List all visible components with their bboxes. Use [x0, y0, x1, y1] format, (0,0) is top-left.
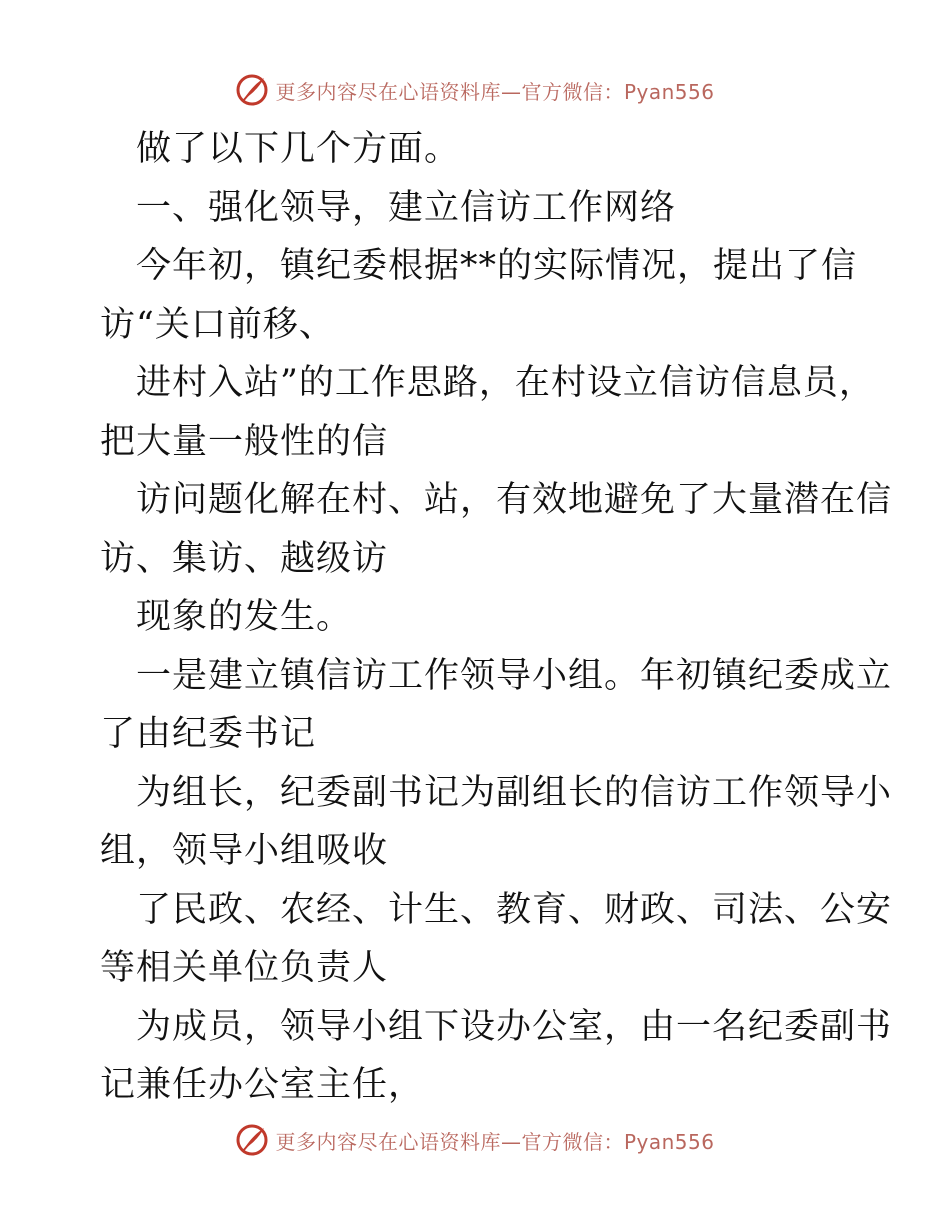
- paragraph-line: 一是建立镇信访工作领导小组。年初镇纪委成立: [136, 655, 893, 696]
- paragraph-line: 等相关单位负责人: [100, 948, 389, 988]
- paragraph-line: 为成员，领导小组下设办公室，由一名纪委副书: [136, 1006, 893, 1047]
- paragraph-line: 进村入站”的工作思路，在村设立信访信息员，: [136, 363, 875, 403]
- banner-wechat-text: 官方微信：Pyan556: [521, 79, 715, 104]
- paragraph-line: 组，领导小组吸收: [100, 831, 389, 871]
- paragraph-line: 今年初，镇纪委根据**的实际情况，提出了信: [136, 246, 858, 286]
- paragraph-line: 访、集访、越级访: [100, 538, 389, 579]
- paragraph-line: 做了以下几个方面。: [136, 129, 461, 169]
- banner-site-text: 更多内容尽在心语资料库—: [275, 1129, 522, 1154]
- footer-banner: [0, 1120, 950, 1160]
- header-banner: [0, 70, 950, 110]
- paragraph-line: 了由纪委书记: [100, 714, 317, 754]
- paragraph-line: 访“关口前移、: [100, 304, 335, 345]
- paragraph-line: 为组长，纪委副书记为副组长的信访工作领导小: [136, 772, 893, 813]
- banner-text: [275, 76, 714, 105]
- paragraph-line: 把大量一般性的信: [100, 421, 389, 462]
- paragraph-line: 了民政、农经、计生、教育、财政、司法、公安: [136, 889, 893, 930]
- paragraph-line: 记兼任办公室主任，: [100, 1065, 425, 1105]
- banner-wechat-text: 官方微信：Pyan556: [521, 1129, 715, 1154]
- section-heading: 一、强化领导，建立信访工作网络: [136, 187, 677, 228]
- paragraph-line: 现象的发生。: [136, 597, 353, 637]
- document-body: [100, 120, 893, 1115]
- banner-text: [275, 1126, 714, 1155]
- feather-pen-circle-icon: [235, 1123, 269, 1157]
- paragraph-line: 访问题化解在村、站，有效地避免了大量潜在信: [136, 480, 893, 520]
- feather-pen-circle-icon: [235, 73, 269, 107]
- banner-site-text: 更多内容尽在心语资料库—: [275, 79, 522, 104]
